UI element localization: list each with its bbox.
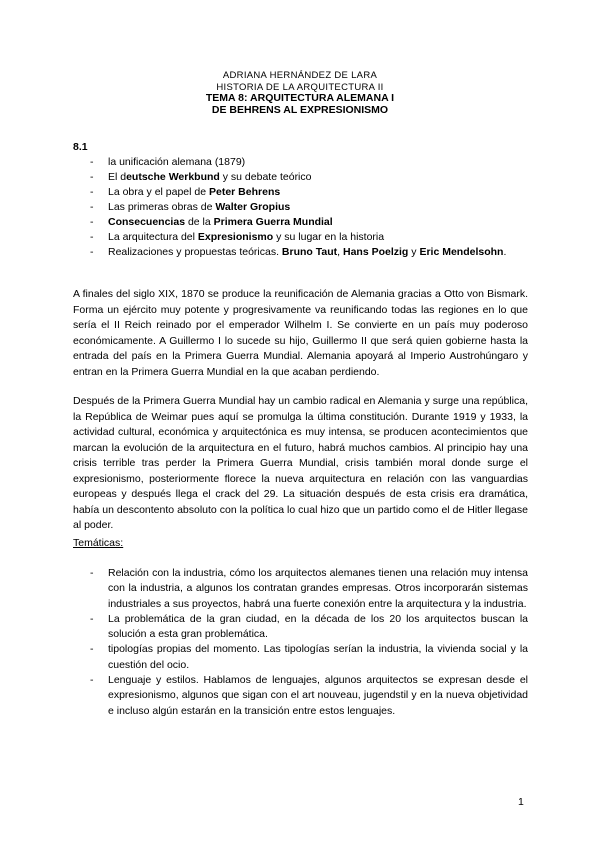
outline-text: la unificación alemana (1879) — [108, 156, 246, 168]
outline-bold: Peter Behrens — [209, 186, 281, 198]
weimar-paragraph: Después de la Primera Guerra Mundial hay un cambio radical en Alemania y surge una república, la República de Weimar pues aquí se promulga la última constitución. Durante 1919 y 1933, la actividad cultural, económica y arquitectónica es muy intensa, se producen acontecimientos que marcan la evolución de la arquitectura en el futuro, habrá muchos cambios. Al principio hay una crisis terrible tras perder la Primera Guerra Mundial, crisis también moral donde surge el expresionismo, posteriormente florece la nueva arquitectura en relación con las vanguardias europeas y después llega el crack del 29. La situación después de esta crisis era dramática, había un descontento absoluto con la política lo cual hizo que un partido como el de Hitler llegase al poder. — [73, 395, 528, 531]
outline-text: El d — [108, 171, 127, 183]
outline-item — [73, 155, 528, 170]
author-name: ADRIANA HERNÁNDEZ DE LARA — [222, 70, 378, 81]
outline-list — [73, 155, 528, 260]
outline-bold: Expresionismo — [197, 231, 274, 243]
topic-item: - Relación con la industria, cómo los arquitectos alemanes tienen una relación muy intensa con la industria, a algunos los contratan grandes empresas. Otros incorporarán sistemas industriales a sus proyectos, habrá una fuerte conexión entre la arquitectura y la industria. — [73, 566, 528, 612]
course-subject: HISTORIA DE LA ARQUITECTURA II — [216, 81, 384, 93]
outline-bold: Primera Guerra Mundial — [213, 216, 333, 228]
outline-bold: Eric Mendelsohn — [419, 246, 504, 258]
outline-text: Realizaciones y propuestas teóricas. — [108, 246, 282, 258]
topic-title-line2: DE BEHRENS AL EXPRESIONISMO — [211, 103, 389, 116]
outline-text: y su lugar en la historia — [273, 231, 385, 243]
outline-bold: Consecuencias — [108, 216, 186, 228]
topic-item: - La problemática de la gran ciudad, en la década de los 20 los arquitectos buscan la solución a esta gran problemática. — [73, 612, 528, 643]
outline-text: y — [408, 246, 420, 258]
outline-item — [73, 170, 528, 185]
outline-text: y su debate teórico — [219, 171, 312, 183]
outline-text: , — [337, 246, 343, 258]
outline-text: La obra y el papel de — [108, 186, 209, 198]
section-number: 8.1 — [73, 141, 88, 153]
outline-text: La arquitectura del — [108, 231, 198, 243]
outline-bold: Hans Poelzig — [342, 246, 409, 258]
outline-item — [73, 230, 528, 245]
topic-item: - Lenguaje y estilos. Hablamos de lenguajes, algunos arquitectos se expresan desde el expresionismo, algunos que sigan con el art nouveau, jugendstil y en la nueva objetividad e incluso algún estarán en la transición entre estos lenguajes. — [73, 673, 528, 719]
outline-bold: Walter Gropius — [215, 201, 291, 213]
outline-item — [73, 245, 528, 260]
outline-item — [73, 185, 528, 200]
intro-paragraph: A finales del siglo XIX, 1870 se produce la reunificación de Alemania gracias a Otto von Bismark. Forma un ejército muy potente y progresivamente va reunificando todas las regiones en lo que sería el II Reich reinado por el emperador Wilhelm I. Se convierte en un país muy poderoso económicamente. A Guillermo I lo sucede su hijo, Guillermo II que será quien gobierne hasta la entrada del país en la Primera Guerra Mundial. Alemania apoyará al Imperio Austrohúngaro y entran en la Primera Guerra Mundial en la que acaban perdiendo. — [73, 288, 528, 378]
topics-heading: Temáticas: — [73, 537, 124, 549]
topic-item: - tipologías propias del momento. Las tipologías serían la industria, la vivienda social y la cuestión del ocio. — [73, 642, 528, 673]
outline-bold: Bruno Taut — [281, 246, 338, 258]
topic-title-line1: TEMA 8: ARQUITECTURA ALEMANA I — [205, 92, 395, 104]
outline-item — [73, 215, 528, 230]
page-number: 1 — [518, 796, 524, 808]
outline-text: Las primeras obras de — [108, 201, 216, 213]
document-header — [0, 70, 600, 116]
outline-bold: eutsche Werkbund — [126, 171, 220, 183]
topics-list — [73, 566, 528, 719]
outline-text: . — [503, 246, 507, 258]
outline-item — [73, 200, 528, 215]
outline-text: de la — [185, 216, 214, 228]
